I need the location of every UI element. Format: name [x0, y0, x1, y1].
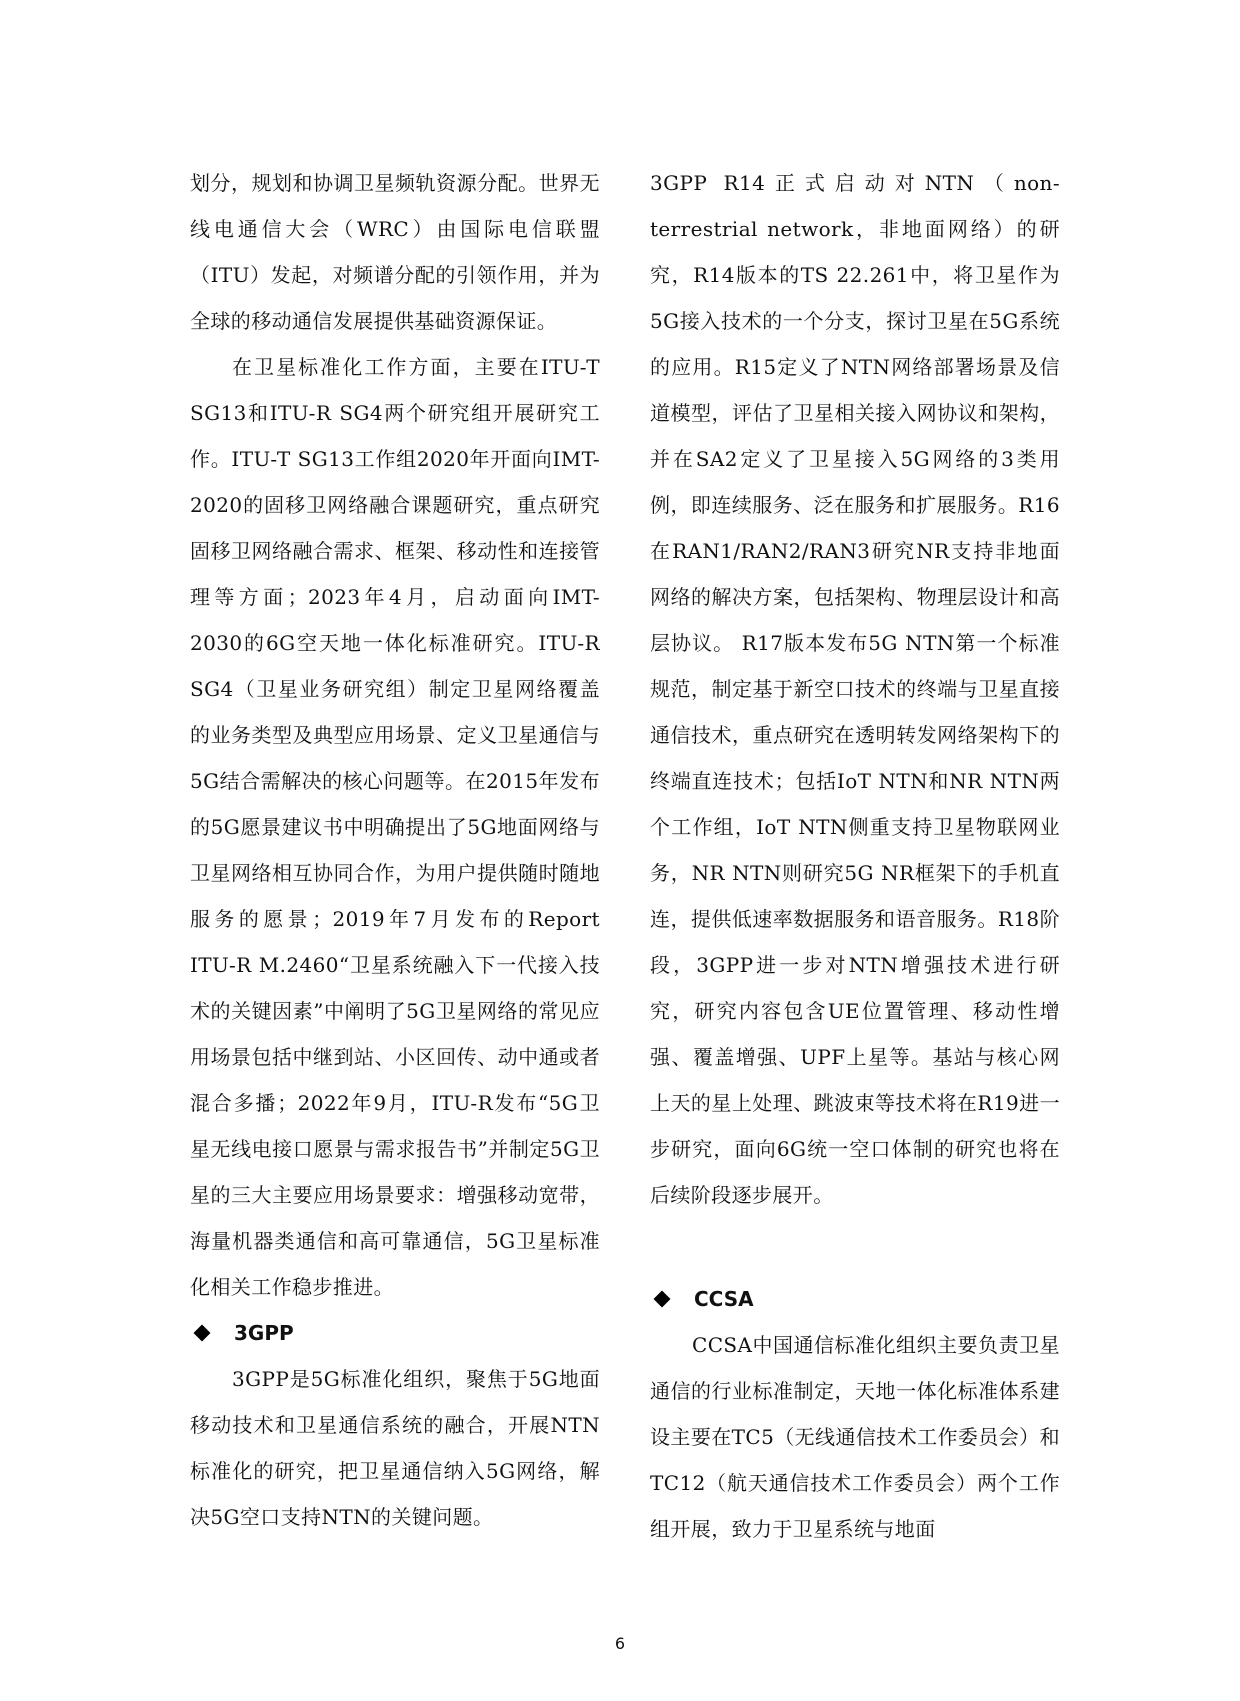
section-heading-ccsa-label: CCSA: [694, 1287, 754, 1311]
right-column: [650, 160, 1060, 1552]
section-heading-3gpp-label: 3GPP: [234, 1321, 294, 1345]
right-paragraph-2: CCSA中国通信标准化组织主要负责卫星通信的行业标准制定，天地一体化标准体系建设主要在TC5（无线通信技术工作委员会）和TC12（航天通信技术工作委员会）两个工作组开展，致力于卫星系统与地面: [650, 1333, 1060, 1541]
diamond-bullet-icon: [654, 1291, 671, 1308]
left-column: [190, 160, 600, 1540]
diamond-bullet-icon: [194, 1325, 211, 1342]
left-paragraph-3: 3GPP是5G标准化组织，聚焦于5G地面移动技术和卫星通信系统的融合，开展NTN标准化的研究，把卫星通信纳入5G网络，解决5G空口支持NTN的关键问题。: [190, 1367, 600, 1529]
right-paragraph-1: 3GPP R14正式启动对NTN（non-terrestrial network，非地面网络）的研究，R14版本的TS 22.261中，将卫星作为5G接入技术的一个分支，探讨卫星在5G系统的应用。R15定义了NTN网络部署场景及信道模型，评估了卫星相关接入网协议和架构，并在SA2定义了卫星接入5G网络的3类用例，即连续服务、泛在服务和扩展服务。R16在RAN1/RAN2/RAN3研究NR支持非地面网络的解决方案，包括架构、物理层设计和高层协议。 R17版本发布5G NTN第一个标准规范，制定基于新空口技术的终端与卫星直接通信技术，重点研究在透明转发网络架构下的终端直连技术；包括IoT NTN和NR NTN两个工作组，IoT NTN侧重支持卫星物联网业务，NR NTN则研究5G NR框架下的手机直连，提供低速率数据服务和语音服务。R18阶段，3GPP进一步对NTN增强技术进行研究，研究内容包含UE位置管理、移动性增强、覆盖增强、UPF上星等。基站与核心网上天的星上处理、跳波束等技术将在R19进一步研究，面向6G统一空口体制的研究也将在后续阶段逐步展开。: [650, 171, 1060, 1207]
section-heading-3gpp: [190, 1310, 600, 1356]
left-paragraph-1: 划分，规划和协调卫星频轨资源分配。世界无线电通信大会（WRC）由国际电信联盟（ITU）发起，对频谱分配的引领作用，并为全球的移动通信发展提供基础资源保证。: [190, 171, 600, 333]
left-paragraph-2: 在卫星标准化工作方面，主要在ITU-T SG13和ITU-R SG4两个研究组开展研究工作。ITU-T SG13工作组2020年开面向IMT-2020的固移卫网络融合课题研究，重点研究固移卫网络融合需求、框架、移动性和连接管理等方面；2023年4月，启动面向IMT-2030的6G空天地一体化标准研究。ITU-R SG4（卫星业务研究组）制定卫星网络覆盖的业务类型及典型应用场景、定义卫星通信与5G结合需解决的核心问题等。在2015年发布的5G愿景建议书中明确提出了5G地面网络与卫星网络相互协同合作，为用户提供随时随地服务的愿景；2019年7月发布的Report ITU-R M.2460“卫星系统融入下一代接入技术的关键因素”中阐明了5G卫星网络的常见应用场景包括中继到站、小区回传、动中通或者混合多播；2022年9月，ITU-R发布“5G卫星无线电接口愿景与需求报告书”并制定5G卫星的三大主要应用场景要求：增强移动宽带，海量机器类通信和高可靠通信，5G卫星标准化相关工作稳步推进。: [190, 355, 600, 1299]
page-number: 6: [614, 1634, 626, 1653]
section-heading-ccsa: [650, 1276, 1060, 1322]
paragraph-gap: [650, 1218, 1060, 1276]
